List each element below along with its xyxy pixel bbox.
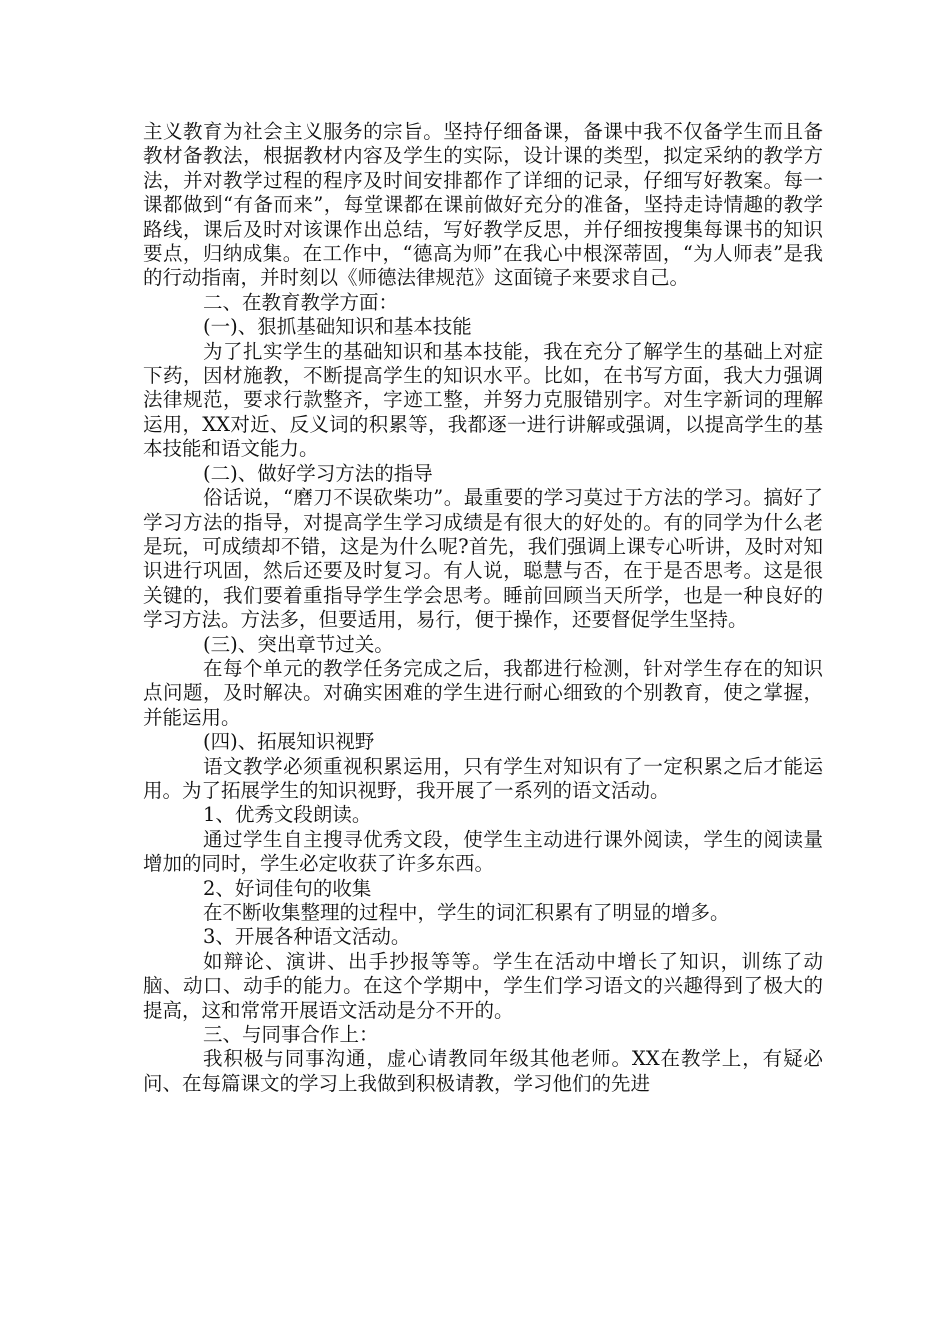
paragraph: 为了扎实学生的基础知识和基本技能，我在充分了解学生的基础上对症下药，因材施教，不断提高学生的知识水平。比如，在书写方面，我大力强调法律规范，要求行款整齐，字迹工整，并努力克服错别字。对生字新词的理解运用，XX对近、反义词的积累等，我都逐一进行讲解或强调，以提高学生的基本技能和语文能力。 xyxy=(143,339,823,461)
paragraph: 语文教学必须重视积累运用，只有学生对知识有了一定积累之后才能运用。为了拓展学生的知识视野，我开展了一系列的语文活动。 xyxy=(143,754,823,802)
paragraph: (四)、拓展知识视野 xyxy=(203,730,375,754)
paragraph: 通过学生自主搜寻优秀文段，使学生主动进行课外阅读，学生的阅读量增加的同时，学生必定收获了许多东西。 xyxy=(143,827,823,876)
paragraph: 在不断收集整理的过程中，学生的词汇积累有了明显的增多。 xyxy=(203,901,730,924)
paragraph: 1、优秀文段朗读。 xyxy=(203,803,372,827)
paragraph: (二)、做好学习方法的指导 xyxy=(203,461,433,485)
paragraph: 在每个单元的教学任务完成之后，我都进行检测，针对学生存在的知识点问题，及时解决。对确实困难的学生进行耐心细致的个别教育，使之掌握，并能运用。 xyxy=(143,656,823,729)
paragraph: 俗话说，“磨刀不误砍柴功”。最重要的学习莫过于方法的学习。搞好了学习方法的指导，对提高学生学习成绩是有很大的好处的。有的同学为什么老是玩，可成绩却不错，这是为什么呢?首先，我们强调上课专心听讲，及时对知识进行巩固，然后还要及时复习。有人说，聪慧与否，在于是否思考。这是很关键的，我们要着重指导学生学会思考。睡前回顾当天所学，也是一种良好的学习方法。方法多，但要适用，易行，便于操作，还要督促学生坚持。 xyxy=(143,486,823,632)
paragraph: (三)、突出章节过关。 xyxy=(203,632,394,656)
document-body xyxy=(143,120,823,1096)
paragraph: 三、与同事合作上： xyxy=(203,1023,379,1047)
paragraph: 我积极与同事沟通，虚心请教同年级其他老师。XX在教学上，有疑必问、在每篇课文的学习上我做到积极请教，学习他们的先进 xyxy=(143,1047,823,1095)
paragraph: 如辩论、演讲、出手抄报等等。学生在活动中增长了知识，训练了动脑、动口、动手的能力。在这个学期中，学生们学习语文的兴趣得到了极大的提高，这和常常开展语文活动是分不开的。 xyxy=(143,949,823,1022)
paragraph: 3、开展各种语文活动。 xyxy=(203,925,411,949)
paragraph: 主义教育为社会主义服务的宗旨。坚持仔细备课，备课中我不仅备学生而且备教材备教法，根据教材内容及学生的实际，设计课的类型，拟定采纳的教学方法，并对教学过程的程序及时间安排都作了详细的记录，仔细写好教案。每一课都做到“有备而来”，每堂课都在课前做好充分的准备，坚持走诗情趣的教学路线，课后及时对该课作出总结，写好教学反思，并仔细按搜集每课书的知识要点，归纳成集。在工作中，“德高为师”在我心中根深蒂固，“为人师表”是我的行动指南，并时刻以《师德法律规范》这面镜子来要求自己。 xyxy=(143,120,823,290)
paragraph: (一)、狠抓基础知识和基本技能 xyxy=(203,315,472,339)
paragraph: 2、好词佳句的收集 xyxy=(203,876,372,900)
paragraph: 二、在教育教学方面： xyxy=(203,290,399,314)
